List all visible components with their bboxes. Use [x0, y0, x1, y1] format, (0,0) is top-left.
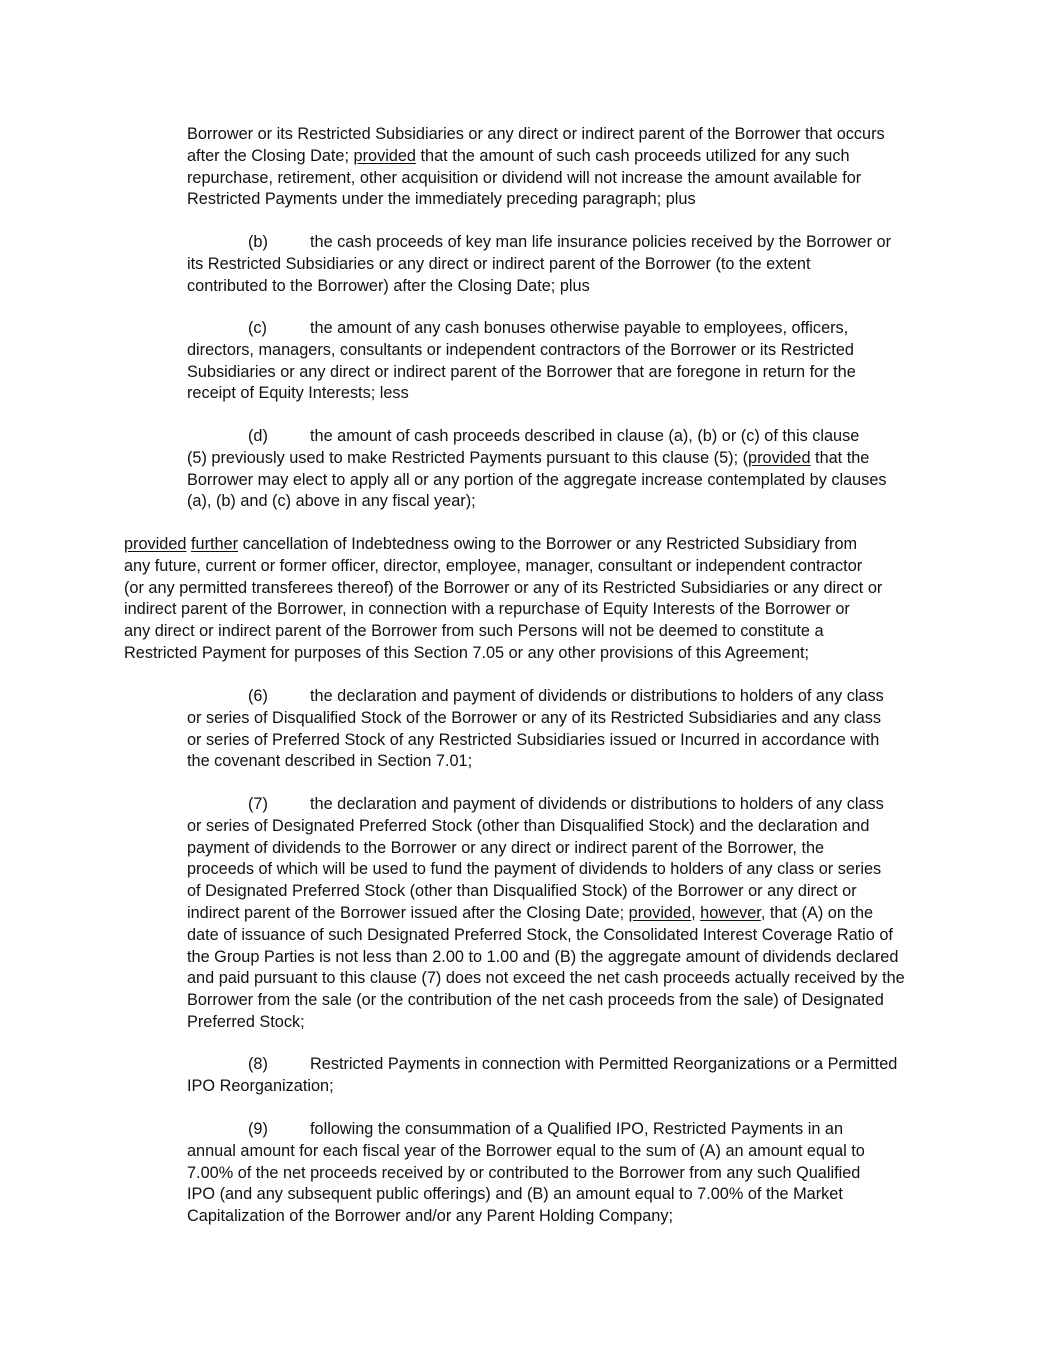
- text-line: IPO Reorganization;: [187, 1076, 334, 1095]
- text-line: payment of dividends to the Borrower or any direct or indirect parent of the Borrower, the: [187, 838, 825, 857]
- text-line: and paid pursuant to this clause (7) does not exceed the net cash proceeds actually received by the: [187, 969, 905, 988]
- clause-6: [187, 686, 884, 773]
- text-line: repurchase, retirement, other acquisition or dividend will not increase the amount available for: [187, 168, 862, 187]
- text-line: (9) following the consummation of a Qualified IPO, Restricted Payments in an: [187, 1119, 865, 1141]
- text-line: (5) previously used to make Restricted Payments pursuant to this clause (5); (provided that the: [187, 448, 870, 467]
- text-line: (6) the declaration and payment of dividends or distributions to holders of any class: [187, 686, 884, 708]
- text-line: proceeds of which will be used to fund the payment of dividends to holders of any class or series: [187, 860, 882, 879]
- text-line: or series of Preferred Stock of any Restricted Subsidiaries issued or Incurred in accordance with: [187, 730, 880, 749]
- text-line: receipt of Equity Interests; less: [187, 384, 409, 403]
- clause-number: (b): [248, 233, 268, 251]
- provided-underlined: provided: [628, 903, 692, 922]
- text-line: IPO (and any subsequent public offerings) and (B) an amount equal to 7.00% of the Market: [187, 1185, 843, 1204]
- text-line: (c) the amount of any cash bonuses otherwise payable to employees, officers,: [187, 318, 856, 340]
- clause-b: [187, 232, 891, 297]
- provided-underlined: provided: [124, 535, 187, 553]
- text-line: the Group Parties is not less than 2.00 to 1.00 and (B) the aggregate amount of dividends declared: [187, 947, 899, 966]
- proviso-paragraph: [124, 534, 882, 665]
- text-line: after the Closing Date; provided that the amount of such cash proceeds utilized for any such: [187, 146, 850, 165]
- text-line: any direct or indirect parent of the Borrower from such Persons will not be deemed to constitute a: [124, 622, 824, 641]
- clause-number: (6): [248, 687, 268, 705]
- text-line: the covenant described in Section 7.01;: [187, 752, 473, 771]
- further-underlined: further: [191, 535, 239, 553]
- text-line: Borrower from the sale (or the contribution of the net cash proceeds from the sale) of Designated: [187, 991, 884, 1010]
- text-line: indirect parent of the Borrower, in connection with a repurchase of Equity Interests of the Borrower or: [124, 600, 850, 619]
- however-underlined: however: [700, 903, 761, 922]
- text-line: Restricted Payment for purposes of this Section 7.05 or any other provisions of this Agreement;: [124, 643, 810, 662]
- text-line: Borrower or its Restricted Subsidiaries or any direct or indirect parent of the Borrower that occurs: [187, 125, 885, 143]
- clause-8: [187, 1054, 897, 1098]
- clause-c: [187, 318, 856, 405]
- text-line: or series of Designated Preferred Stock (other than Disqualified Stock) and the declaration and: [187, 816, 870, 835]
- text-line: directors, managers, consultants or independent contractors of the Borrower or its Restricted: [187, 340, 854, 359]
- clause-number: (7): [248, 795, 268, 813]
- provided-underlined: provided: [748, 448, 811, 467]
- text-line: (b) the cash proceeds of key man life insurance policies received by the Borrower or: [187, 232, 891, 254]
- text-line: Preferred Stock;: [187, 1012, 305, 1031]
- text-line: contributed to the Borrower) after the Closing Date; plus: [187, 276, 590, 295]
- text-line: date of issuance of such Designated Preferred Stock, the Consolidated Interest Coverage Ratio of: [187, 925, 893, 944]
- clause-d: [187, 426, 887, 513]
- clause-number: (d): [248, 427, 268, 445]
- clause-7: [187, 794, 905, 1034]
- text-line: (8) Restricted Payments in connection with Permitted Reorganizations or a Permitted: [187, 1054, 897, 1076]
- text-line: its Restricted Subsidiaries or any direct or indirect parent of the Borrower (to the extent: [187, 254, 811, 273]
- text-line: Borrower may elect to apply all or any portion of the aggregate increase contemplated by clauses: [187, 470, 887, 489]
- text-line: (d) the amount of cash proceeds described in clause (a), (b) or (c) of this clause: [187, 426, 887, 448]
- clause-number: (9): [248, 1120, 268, 1138]
- text-line: (or any permitted transferees thereof) of the Borrower or any of its Restricted Subsidiaries or any direct or: [124, 578, 883, 597]
- text-line: 7.00% of the net proceeds received by or contributed to the Borrower from any such Qualified: [187, 1163, 861, 1182]
- text-line: Restricted Payments under the immediately preceding paragraph; plus: [187, 190, 696, 209]
- text-line: provided further cancellation of Indebtedness owing to the Borrower or any Restricted Subsidiary from: [124, 535, 858, 553]
- text-line: Subsidiaries or any direct or indirect parent of the Borrower that are foregone in return for the: [187, 362, 856, 381]
- provided-underlined: provided: [353, 146, 416, 165]
- clause-number: (c): [248, 319, 267, 337]
- text-line: of Designated Preferred Stock (other than Disqualified Stock) of the Borrower or any direct or: [187, 882, 857, 901]
- text-line: (a), (b) and (c) above in any fiscal year);: [187, 492, 476, 511]
- clause-a-continuation: [187, 124, 885, 211]
- text-line: (7) the declaration and payment of dividends or distributions to holders of any class: [187, 794, 905, 816]
- clause-number: (8): [248, 1055, 268, 1073]
- text-line: annual amount for each fiscal year of the Borrower equal to the sum of (A) an amount equal to: [187, 1141, 865, 1160]
- text-line: or series of Disqualified Stock of the Borrower or any of its Restricted Subsidiaries and any class: [187, 708, 882, 727]
- text-line: Capitalization of the Borrower and/or any Parent Holding Company;: [187, 1207, 673, 1226]
- clause-9: [187, 1119, 865, 1228]
- text-line: any future, current or former officer, director, employee, manager, consultant or independent contractor: [124, 556, 863, 575]
- text-line: indirect parent of the Borrower issued after the Closing Date; provided, however, that (A) on the: [187, 903, 874, 922]
